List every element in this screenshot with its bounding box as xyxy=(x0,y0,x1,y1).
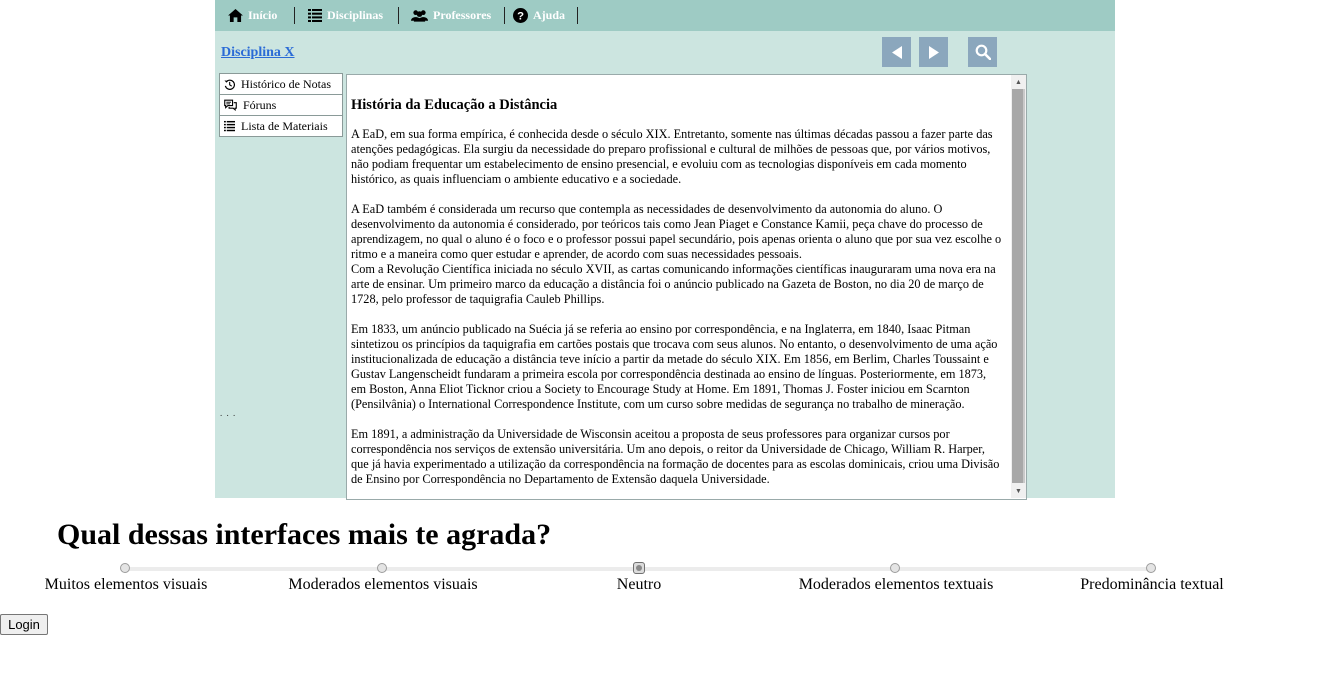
nav-home[interactable] xyxy=(228,0,277,31)
list-icon xyxy=(224,120,235,132)
sidebar-item-label: Lista de Materiais xyxy=(241,118,328,133)
article-paragraph: Em 1891, a administração da Universidade de Wisconsin aceitou a proposta de seus professores para organizar cursos por correspondência nos serviços de extensão universitária. Um ano depois, o reitor da Universidade de Chicago, William R. Harper, que já havia experimentado a utilização da correspondência na formação de docentes para as escolas dominicais, criou uma Divisão de Ensino por Correspondência no Departamento de Extensão daquela Universidade. xyxy=(351,427,1000,486)
nav-professores[interactable] xyxy=(411,0,491,31)
slider-option-0[interactable] xyxy=(120,563,130,573)
next-button[interactable] xyxy=(919,37,948,67)
list-icon xyxy=(308,9,322,22)
nav-ajuda-label: Ajuda xyxy=(533,8,566,22)
nav-separator xyxy=(577,7,578,24)
prev-button[interactable] xyxy=(882,37,911,67)
search-icon xyxy=(975,44,991,60)
survey-question: Qual dessas interfaces mais te agrada? xyxy=(57,518,552,551)
slider-option-2-selected[interactable] xyxy=(633,562,645,574)
sidebar-dots: . . . xyxy=(220,408,237,418)
help-icon xyxy=(513,8,528,23)
sidebar-item-label: Histórico de Notas xyxy=(241,76,331,91)
slider-label[interactable]: Moderados elementos visuais xyxy=(288,576,478,593)
svg-text:?: ? xyxy=(517,10,524,23)
scroll-down-arrow-icon[interactable]: ▼ xyxy=(1015,487,1022,495)
sidebar-item-label: Fóruns xyxy=(243,97,277,112)
search-button[interactable] xyxy=(968,37,997,67)
article-paragraph: A EaD também é considerada um recurso que contempla as necessidades de desenvolvimento da autonomia do aluno. O desenvolvimento da autonomia é considerado, por teóricos tais como Jean Piaget e Constance Kamii, peça chave do processo de aprendizagem, no qual o aluno é o foco e o professor possui papel secundário, pois apenas orienta o aluno que por sua vez escolhe o ritmo e a maneira como quer estudar e aprender, de acordo com suas necessidades pessoais. xyxy=(351,202,1002,261)
top-nav-bar xyxy=(215,0,1115,31)
sidebar-item-historico[interactable] xyxy=(220,74,342,95)
nav-separator xyxy=(504,7,505,24)
sidebar-item-materiais[interactable] xyxy=(220,116,342,136)
sidebar-item-foruns[interactable] xyxy=(220,95,342,116)
prev-icon xyxy=(891,46,903,59)
nav-ajuda[interactable] xyxy=(513,0,565,31)
article-title: História da Educação a Distância xyxy=(351,97,558,113)
login-button[interactable]: Login xyxy=(0,614,48,635)
app-frame xyxy=(215,0,1115,498)
slider-label[interactable]: Muitos elementos visuais xyxy=(44,576,208,593)
forum-icon xyxy=(224,99,237,111)
users-icon xyxy=(411,9,428,22)
slider-label[interactable]: Moderados elementos textuais xyxy=(798,576,994,593)
nav-disciplinas[interactable] xyxy=(308,0,383,31)
content-panel[interactable] xyxy=(346,74,1027,500)
article-paragraph: A EaD, em sua forma empírica, é conhecida desde o século XIX. Entretanto, somente nas últimas décadas passou a fazer parte das atenções pedagógicas. Ela surgiu da necessidade do preparo profissional e cultural de milhões de pessoas que, por vários motivos, não podiam frequentar um estabelecimento de ensino presencial, e evoluiu com as tecnologias disponíveis em cada momento histórico, as quais influenciam o ambiente educativo e a sociedade. xyxy=(351,127,993,186)
nav-separator xyxy=(294,7,295,24)
slider-option-3[interactable] xyxy=(890,563,900,573)
article-paragraph: Com a Revolução Científica iniciada no século XVII, as cartas comunicando informações científicas inauguraram uma nova era na arte de ensinar. Um primeiro marco da educação a distância foi o anúncio publicado na Gazeta de Boston, no dia 20 de março de 1728, pelo professor de taquigrafia Cauleb Phillips. xyxy=(351,262,996,306)
course-title-link[interactable]: Disciplina X xyxy=(221,45,295,60)
scroll-up-arrow-icon[interactable]: ▲ xyxy=(1015,78,1022,86)
history-icon xyxy=(224,79,235,90)
nav-professores-label: Professores xyxy=(433,8,492,22)
content-scrollbar[interactable] xyxy=(1011,75,1026,498)
slider-label[interactable]: Predominância textual xyxy=(1080,576,1224,593)
nav-disciplinas-label: Disciplinas xyxy=(327,8,384,22)
nav-home-label: Início xyxy=(248,8,278,22)
home-icon xyxy=(228,9,243,22)
slider-option-1[interactable] xyxy=(377,563,387,573)
article xyxy=(351,88,1003,500)
article-paragraph: Em 1833, um anúncio publicado na Suécia já se referia ao ensino por correspondência, e na Inglaterra, em 1840, Isaac Pitman sintetizou os princípios da taquigrafia em cartões postais que trocava com seus alunos. No entanto, o desenvolvimento de uma ação institucionalizada de educação a distância teve início a partir da metade do século XIX. Em 1856, em Berlim, Charles Toussaint e Gustav Langenscheidt fundaram a primeira escola por correspondência destinada ao ensino de línguas. Posteriormente, em 1873, em Boston, Anna Eliot Ticknor criou a Society to Encourage Study at Home. Em 1891, Thomas J. Foster iniciou em Scarnton (Pensilvânia) o International Correspondence Institute, com um curso sobre medidas de segurança no trabalho de mineração. xyxy=(351,322,998,411)
side-menu xyxy=(219,73,343,137)
slider-label[interactable]: Neutro xyxy=(616,576,662,593)
slider-option-4[interactable] xyxy=(1146,563,1156,573)
nav-separator xyxy=(398,7,399,24)
next-icon xyxy=(928,46,940,59)
scroll-thumb[interactable] xyxy=(1012,89,1025,483)
